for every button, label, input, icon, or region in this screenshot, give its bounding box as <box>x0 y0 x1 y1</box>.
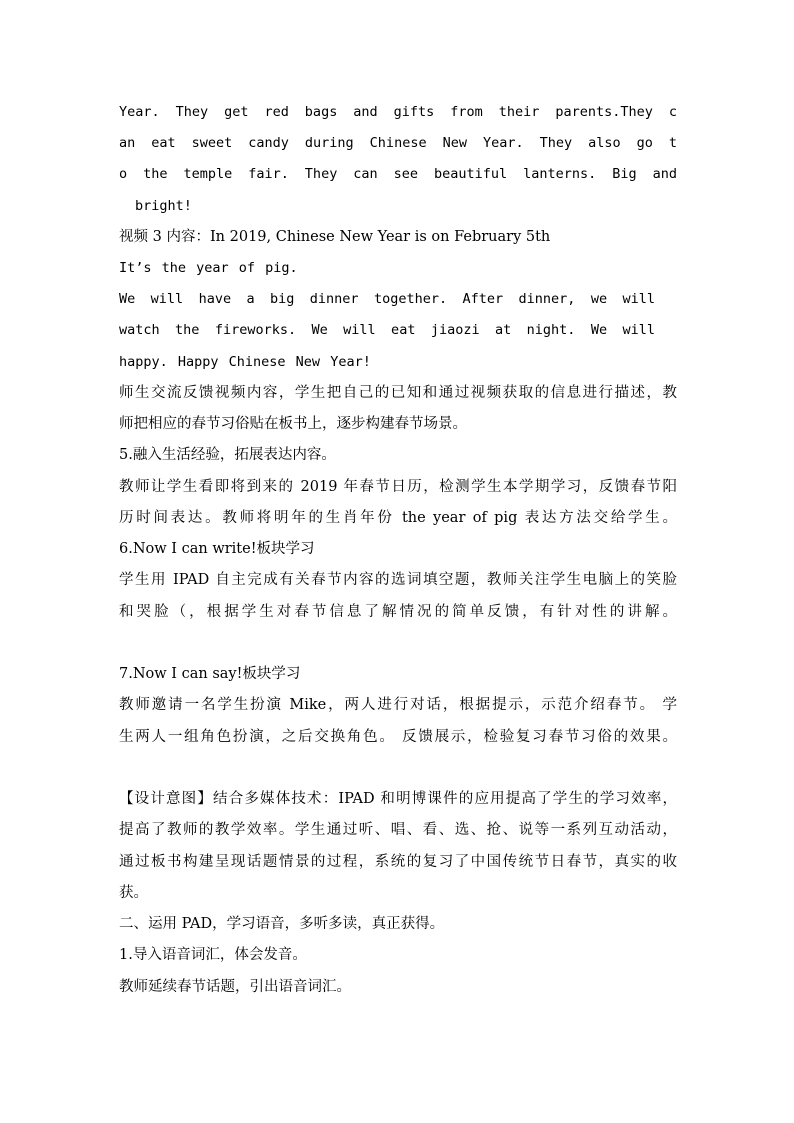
section-heading: 1.导入语音词汇，体会发音。 <box>119 947 307 963</box>
text-line: 提高了教师的教学效率。学生通过听、唱、看、选、抢、说等一系列互动活动， <box>119 822 677 838</box>
text-line: 历时间表达。教师将明年的生肖年份 the year of pig 表达方法交给学生。 <box>119 510 677 526</box>
text-line: 通过板书构建呈现话题情景的过程，系统的复习了中国传统节日春节，真实的收 <box>119 854 677 870</box>
text-line: 师把相应的春节习俗贴在板书上，逐步构建春节场景。 <box>119 416 467 432</box>
text-line: an eat sweet candy during Chinese New Year. They also go t <box>119 135 677 151</box>
text-line: 学生用 IPAD 自主完成有关春节内容的选词填空题，教师关注学生电脑上的笑脸 <box>119 572 677 588</box>
text-line: 生两人一组角色扮演，之后交换角色。 反馈展示，检验复习春节习俗的效果。 <box>119 729 677 745</box>
text-line: 教师让学生看即将到来的 2019 年春节日历，检测学生本学期学习，反馈春节阳 <box>119 479 677 495</box>
text-line: o the temple fair. They can see beautiful lanterns. Big and <box>119 166 677 182</box>
section-heading: 二、运用 PAD，学习语音，多听多读，真正获得。 <box>119 916 445 932</box>
section-heading: 7.Now I can say!板块学习 <box>119 666 301 682</box>
text-line: It’s the year of pig. <box>119 260 298 276</box>
text-line: 教师邀请一名学生扮演 Mike，两人进行对话，根据提示，示范介绍春节。 学 <box>119 697 677 713</box>
section-heading: 6.Now I can write!板块学习 <box>119 541 315 557</box>
text-line: 教师延续春节话题，引出语音词汇。 <box>119 979 351 995</box>
text-line: 【设计意图】结合多媒体技术：IPAD 和明博课件的应用提高了学生的学习效率， <box>119 791 677 807</box>
text-line: Year. They get red bags and gifts from their parents.They c <box>119 104 677 120</box>
text-line: 和哭脸（，根据学生对春节信息了解情况的简单反馈，有针对性的讲解。 <box>119 604 677 620</box>
section-heading: 5.融入生活经验，拓展表达内容。 <box>119 447 336 463</box>
text-line: 师生交流反馈视频内容，学生把自己的已知和通过视频获取的信息进行描述，教 <box>119 385 677 401</box>
text-line: watch the fireworks. We will eat jiaozi at night. We will <box>119 322 655 338</box>
text-line: 获。 <box>119 885 148 901</box>
text-line: 视频 3 内容：In 2019, Chinese New Year is on February 5th <box>119 229 551 245</box>
text-line: bright! <box>135 198 192 214</box>
text-line: happy. Happy Chinese New Year! <box>119 354 371 370</box>
text-line: We will have a big dinner together. After dinner, we will <box>119 291 655 307</box>
